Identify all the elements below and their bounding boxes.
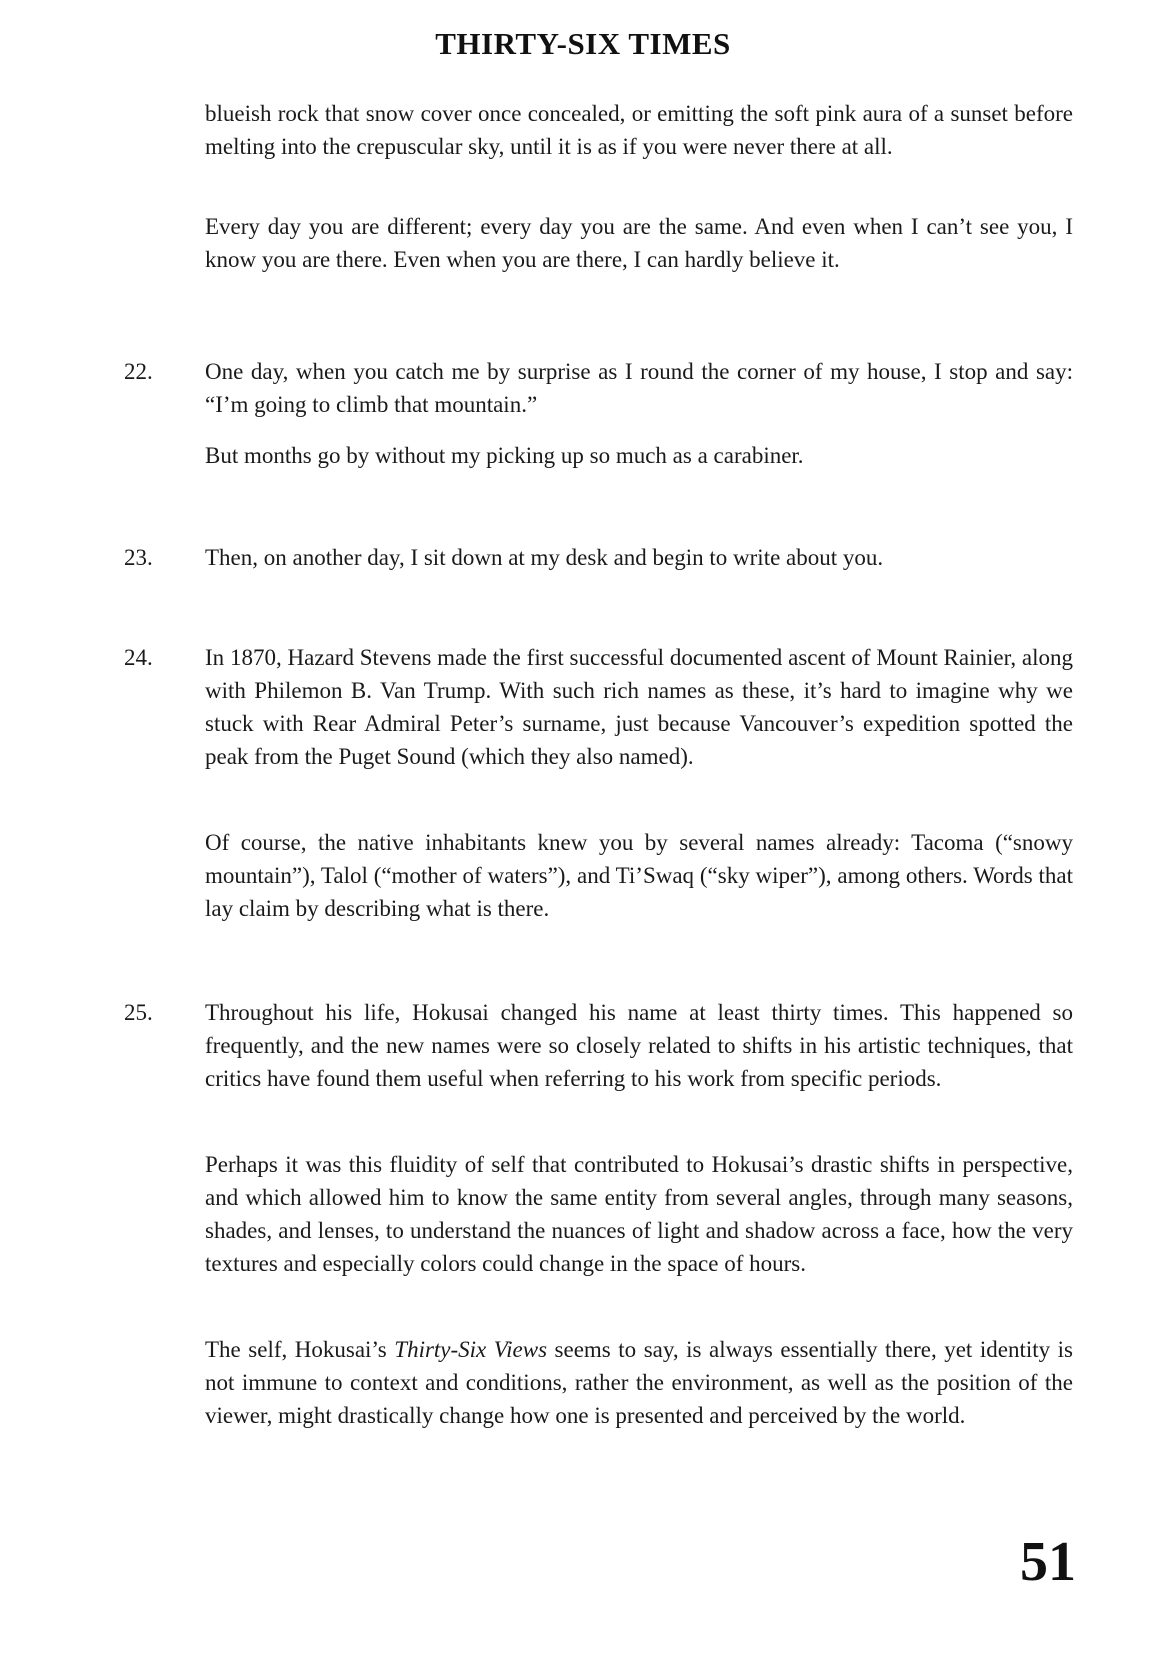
section-number: 25. bbox=[124, 1000, 153, 1025]
page-number: 51 bbox=[1020, 1531, 1076, 1593]
section-paragraph: In 1870, Hazard Stevens made the first successful documented ascent of Mount Rainier, along with Philemon B. Van Trump. With such rich names as these, it’s hard to imagine why we stuck with Rear Admiral Peter’s surname, just because Vancouver’s expedition spotted the peak from the Puget Sound (which they also named). bbox=[205, 645, 1073, 769]
intro-paragraph-2: Every day you are different; every day you are the same. And even when I can’t see you, I know you are there. Even when you are there, I can hardly believe it. bbox=[205, 214, 1073, 272]
section-paragraph: Throughout his life, Hokusai changed his name at least thirty times. This happened so frequently, and the new names were so closely related to shifts in his artistic techniques, that critics have found them useful when referring to his work from specific periods. bbox=[205, 1000, 1073, 1091]
text-before-title: The self, Hokusai’s bbox=[205, 1337, 395, 1362]
section-number: 23. bbox=[124, 545, 153, 570]
section-paragraph: But months go by without my picking up so much as a carabiner. bbox=[205, 443, 804, 468]
section-paragraph: One day, when you catch me by surprise as I round the corner of my house, I stop and say: “I’m going to climb that mountain.” bbox=[205, 359, 1073, 417]
section-number: 24. bbox=[124, 645, 153, 670]
section-number: 22. bbox=[124, 359, 153, 384]
running-head: THIRTY-SIX TIMES bbox=[435, 26, 731, 61]
section-paragraph: Perhaps it was this fluidity of self that contributed to Hokusai’s drastic shifts in perspective, and which allowed him to know the same entity from several angles, through many seasons, shades, and lenses, to understand the nuances of light and shadow across a face, how the very textures and especially colors could change in the space of hours. bbox=[205, 1152, 1073, 1276]
intro-paragraph-1: blueish rock that snow cover once concealed, or emitting the soft pink aura of a sunset before melting into the crepuscular sky, until it is as if you were never there at all. bbox=[205, 101, 1073, 159]
text-after-title: seems to say, is always essentially there, yet identity is not immune to context and conditions, rather the environment, as well as the position of the viewer, might drastically change how one is presented and perceived by the world. bbox=[205, 1337, 1073, 1428]
work-title: Thirty-Six Views bbox=[394, 1337, 548, 1362]
section-paragraph-with-title bbox=[205, 1333, 1073, 1432]
section-paragraph: Of course, the native inhabitants knew you by several names already: Tacoma (“snowy mountain”), Talol (“mother of waters”), and Ti’Swaq (“sky wiper”), among others. Words that lay claim by describing what is there. bbox=[205, 830, 1073, 921]
section-paragraph: Then, on another day, I sit down at my desk and begin to write about you. bbox=[205, 545, 884, 570]
